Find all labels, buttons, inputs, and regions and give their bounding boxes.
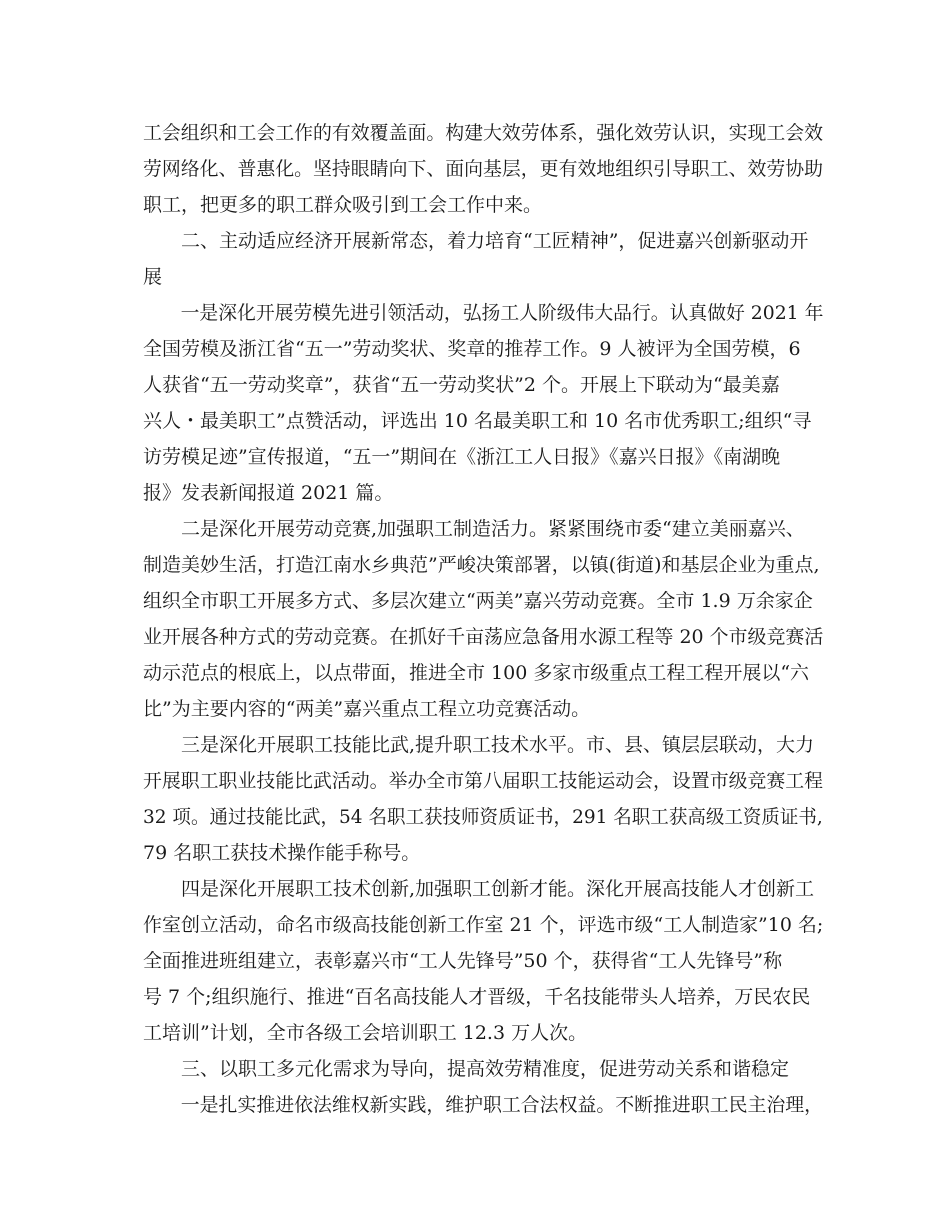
text-line: 四是深化开展职工技术创新,加强职工创新才能。深化开展高技能人才创新工 xyxy=(143,878,815,900)
text-line: 报》发表新闻报道 2021 篇。 xyxy=(143,482,394,504)
paragraph xyxy=(143,115,823,223)
paragraph xyxy=(143,295,823,511)
text-line: 二、主动适应经济开展新常态，着力培育“工匠精神”，促进嘉兴创新驱动开 xyxy=(143,230,809,252)
paragraph xyxy=(143,223,823,295)
text-line: 比”为主要内容的“两美”嘉兴重点工程立功竞赛活动。 xyxy=(143,698,591,720)
text-line: 二是深化开展劳动竞赛,加强职工制造活力。紧紧围绕市委“建立美丽嘉兴、 xyxy=(143,518,805,540)
text-line: 兴人・最美职工”点赞活动，评选出 10 名最美职工和 10 名市优秀职工;组织“寻 xyxy=(143,410,812,432)
text-line: 三、以职工多元化需求为导向，提高效劳精准度，促进劳动关系和谐稳定 xyxy=(143,1058,790,1080)
text-line: 全国劳模及浙江省“五一”劳动奖状、奖章的推荐工作。9 人被评为全国劳模，6 xyxy=(143,338,801,360)
text-line: 工培训”计划，全市各级工会培训职工 12.3 万人次。 xyxy=(143,1022,588,1044)
paragraph xyxy=(143,511,823,727)
text-line: 工会组织和工会工作的有效覆盖面。构建大效劳体系，强化效劳认识，实现工会效 xyxy=(143,122,824,144)
text-line: 一是深化开展劳模先进引领活动，弘扬工人阶级伟大品行。认真做好 2021 年 xyxy=(143,302,824,324)
text-line: 组织全市职工开展多方式、多层次建立“两美”嘉兴劳动竞赛。全市 1.9 万余家企 xyxy=(143,590,813,612)
document-body xyxy=(143,115,823,1123)
text-line: 三是深化开展职工技能比武,提升职工技术水平。市、县、镇层层联动，大力 xyxy=(143,734,815,756)
text-line: 32 项。通过技能比武，54 名职工获技师资质证书，291 名职工获高级工资质证书, xyxy=(143,806,823,828)
text-line: 访劳模足迹”宣传报道，“五一”期间在《浙江工人日报》《嘉兴日报》《南湖晚 xyxy=(143,446,781,468)
text-line: 业开展各种方式的劳动竞赛。在抓好千亩荡应急备用水源工程等 20 个市级竞赛活 xyxy=(143,626,824,648)
text-line: 制造美妙生活，打造江南水乡典范”严峻决策部署，以镇(街道)和基层企业为重点, xyxy=(143,554,820,576)
text-line: 开展职工职业技能比武活动。举办全市第八届职工技能运动会，设置市级竞赛工程 xyxy=(143,770,824,792)
text-line: 79 名职工获技术操作能手称号。 xyxy=(143,842,421,864)
paragraph xyxy=(143,871,823,1051)
paragraph xyxy=(143,727,823,871)
paragraph xyxy=(143,1051,823,1087)
text-line: 人获省“五一劳动奖章”，获省“五一劳动奖状”2 个。开展上下联动为“最美嘉 xyxy=(143,374,780,396)
text-line: 作室创立活动，命名市级高技能创新工作室 21 个，评选市级“工人制造家”10 名; xyxy=(143,914,824,936)
text-line: 劳网络化、普惠化。坚持眼睛向下、面向基层，更有效地组织引导职工、效劳协助 xyxy=(143,158,824,180)
paragraph xyxy=(143,1087,823,1123)
text-line: 职工，把更多的职工群众吸引到工会工作中来。 xyxy=(143,194,543,216)
text-line: 一是扎实推进依法维权新实践，维护职工合法权益。不断推进职工民主治理， xyxy=(143,1094,824,1116)
text-line: 全面推进班组建立，表彰嘉兴市“工人先锋号”50 个，获得省“工人先锋号”称 xyxy=(143,950,783,972)
text-line: 展 xyxy=(143,266,163,288)
text-line: 号 7 个;组织施行、推进“百名高技能人才晋级，千名技能带头人培养，万民农民 xyxy=(143,986,811,1008)
text-line: 动示范点的根底上，以点带面，推进全市 100 多家市级重点工程工程开展以“六 xyxy=(143,662,810,684)
